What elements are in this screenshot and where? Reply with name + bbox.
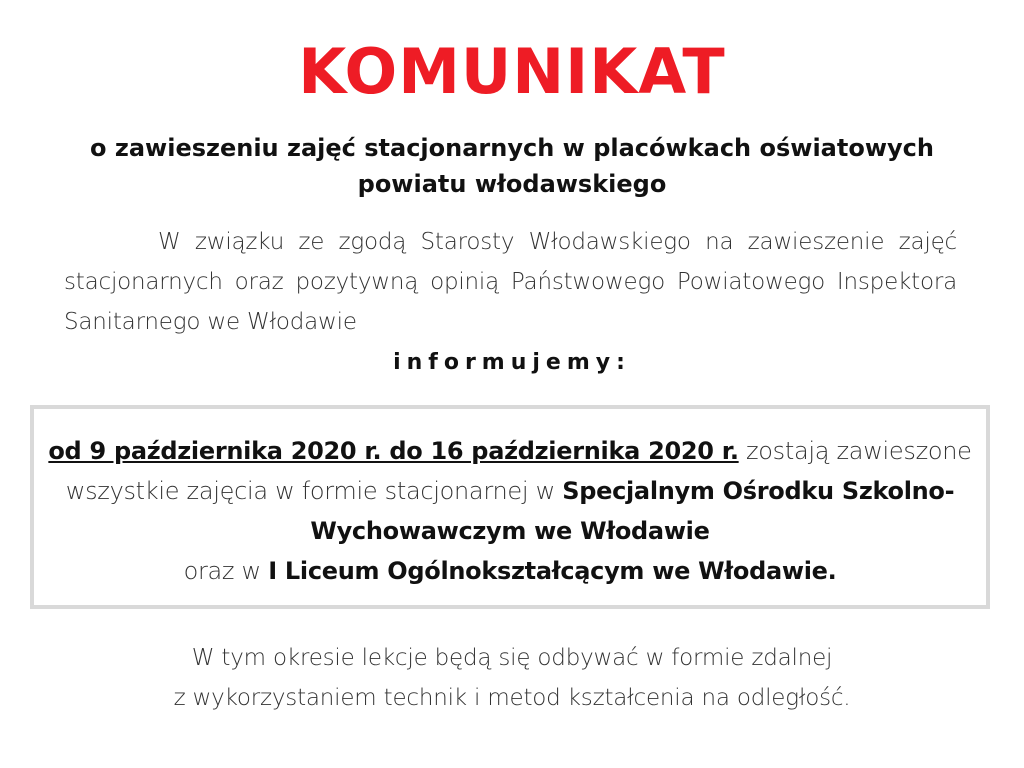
footer-line-2: z wykorzystaniem technik i metod kształcenia na odległość. <box>173 685 851 711</box>
notice-text-1: zostają zawieszone wszystkie zajęcia w formie stacjonarnej w <box>65 437 972 505</box>
notice-school-2: I Liceum Ogólnokształcącym we Włodawie. <box>268 557 837 585</box>
notice-box <box>30 405 990 609</box>
page-title: KOMUNIKAT <box>298 35 726 108</box>
intro-paragraph: W związku ze zgodą Starosty Włodawskiego na zawieszenie zajęć stacjonarnych oraz pozytywną opinią Państwowego Powiatowego Inspektora Sanitarnego we Włodawie <box>64 229 957 335</box>
footer-line-1: W tym okresie lekcje będą się odbywać w formie zdalnej <box>191 645 833 671</box>
subtitle-line-2: powiatu włodawskiego <box>357 170 667 198</box>
informujemy-heading: informujemy: <box>393 350 631 375</box>
notice-school-1: Specjalnym Ośrodku Szkolno-Wychowawczym we Włodawie <box>310 477 955 545</box>
subtitle <box>60 130 964 202</box>
notice-text <box>34 431 986 591</box>
subtitle-line-1: o zawieszeniu zajęć stacjonarnych w placówkach oświatowych <box>90 134 934 162</box>
notice-text-2: oraz w <box>183 557 269 585</box>
footer-text <box>0 638 1024 718</box>
notice-date-range: od 9 października 2020 r. do 16 października 2020 r. <box>48 437 739 465</box>
